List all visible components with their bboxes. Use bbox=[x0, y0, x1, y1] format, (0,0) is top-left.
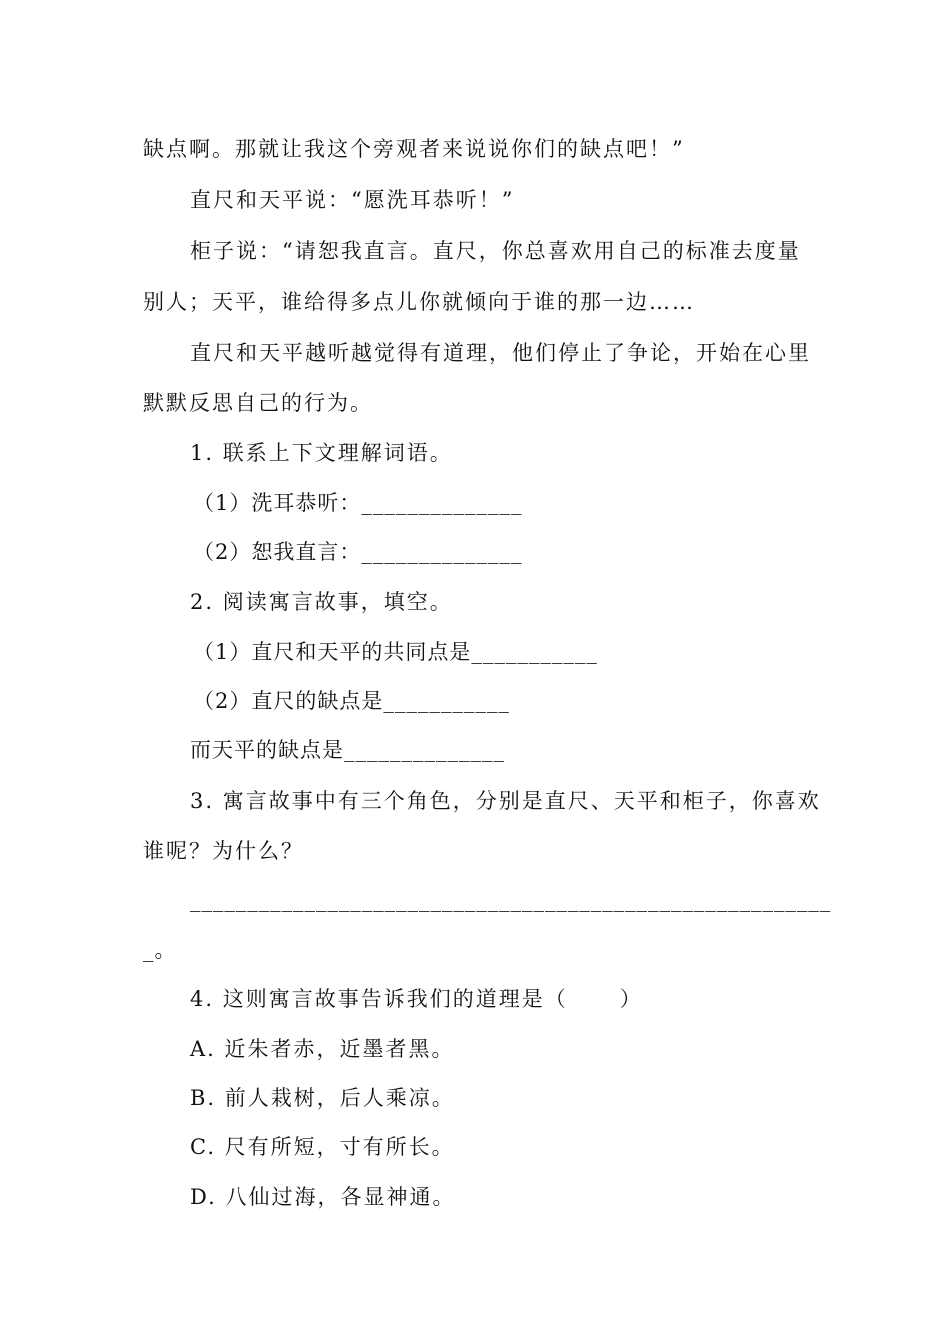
option-b: B. 前人栽树，后人乘凉。 bbox=[190, 1086, 455, 1110]
question-1-item-1: （1）洗耳恭听：______________ bbox=[193, 491, 523, 515]
passage-line: 直尺和天平越听越觉得有道理，他们停止了争论，开始在心里 bbox=[190, 341, 811, 365]
option-a: A. 近朱者赤，近墨者黑。 bbox=[190, 1037, 455, 1061]
question-3-answer-line: _。 bbox=[143, 938, 177, 962]
passage-line: 直尺和天平说：“愿洗耳恭听！” bbox=[190, 188, 515, 212]
question-2-item-1: （1）直尺和天平的共同点是___________ bbox=[193, 640, 598, 664]
question-1-item-2: （2）恕我直言：______________ bbox=[193, 540, 523, 564]
passage-line: 柜子说：“请恕我直言。直尺，你总喜欢用自己的标准去度量 bbox=[190, 239, 801, 263]
passage-line: 默默反思自己的行为。 bbox=[143, 391, 373, 415]
passage-line: 别人；天平，谁给得多点儿你就倾向于谁的那一边…… bbox=[143, 290, 695, 314]
passage-line: 缺点啊。那就让我这个旁观者来说说你们的缺点吧！” bbox=[143, 137, 685, 161]
option-d: D. 八仙过海，各显神通。 bbox=[190, 1185, 456, 1209]
question-3-answer-line: ________________________________________________________ bbox=[190, 888, 832, 912]
question-2-item-3: 而天平的缺点是______________ bbox=[190, 738, 505, 762]
option-c: C. 尺有所短，寸有所长。 bbox=[190, 1135, 455, 1159]
question-2-item-2: （2）直尺的缺点是___________ bbox=[193, 689, 510, 713]
question-2-stem: 2. 阅读寓言故事，填空。 bbox=[190, 590, 453, 614]
question-3-stem: 谁呢？为什么？ bbox=[143, 839, 304, 863]
question-4-stem: 4. 这则寓言故事告诉我们的道理是（ ） bbox=[190, 987, 643, 1011]
question-1-stem: 1. 联系上下文理解词语。 bbox=[190, 441, 453, 465]
question-3-stem: 3. 寓言故事中有三个角色，分别是直尺、天平和柜子，你喜欢 bbox=[190, 789, 821, 813]
